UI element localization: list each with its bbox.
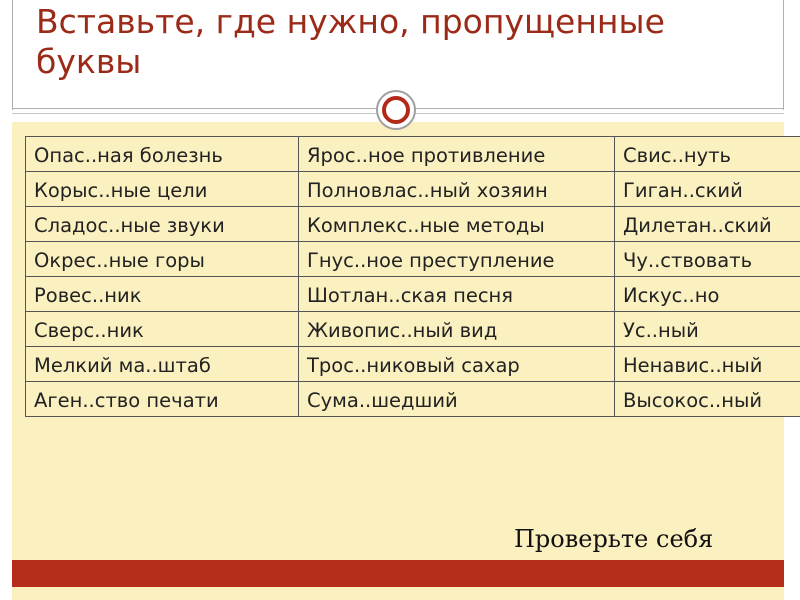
table-cell: Высокос..ный [615,382,800,417]
table-cell: Ненавис..ный [615,347,800,382]
table-cell: Мелкий ма..штаб [26,347,299,382]
slide-left-border [12,0,13,110]
table-cell: Опас..ная болезнь [26,137,299,172]
table-cell: Комплекс..ные методы [299,207,615,242]
table-cell: Чу..ствовать [615,242,800,277]
table-row [26,172,800,207]
table-row [26,382,800,417]
table-row [26,207,800,242]
table-row [26,312,800,347]
table-cell: Полновлас..ный хозяин [299,172,615,207]
table-cell: Живопис..ный вид [299,312,615,347]
check-yourself-link[interactable]: Проверьте себя [514,525,714,553]
table-cell: Ус..ный [615,312,800,347]
table-cell: Искус..но [615,277,800,312]
table-cell: Свис..нуть [615,137,800,172]
bottom-accent-bar [12,560,784,587]
table-cell: Дилетан..ский [615,207,800,242]
slide-right-border [783,0,784,110]
table-cell: Гнус..ное преступление [299,242,615,277]
table-row [26,242,800,277]
table-cell: Сума..шедший [299,382,615,417]
circle-ornament-icon [376,90,416,130]
table-cell: Сверс..ник [26,312,299,347]
table-cell: Гиган..ский [615,172,800,207]
table-cell: Аген..ство печати [26,382,299,417]
table-cell: Шотлан..ская песня [299,277,615,312]
slide-title: Вставьте, где нужно, пропущенные буквы [36,2,665,81]
table-cell: Трос..никовый сахар [299,347,615,382]
table-cell: Сладос..ные звуки [26,207,299,242]
words-table [25,136,800,417]
table-row [26,137,800,172]
table-cell: Ярос..ное противление [299,137,615,172]
table-cell: Корыс..ные цели [26,172,299,207]
table-cell: Ровес..ник [26,277,299,312]
table-row [26,277,800,312]
ring-icon [382,96,410,124]
table-cell: Окрес..ные горы [26,242,299,277]
table-row [26,347,800,382]
